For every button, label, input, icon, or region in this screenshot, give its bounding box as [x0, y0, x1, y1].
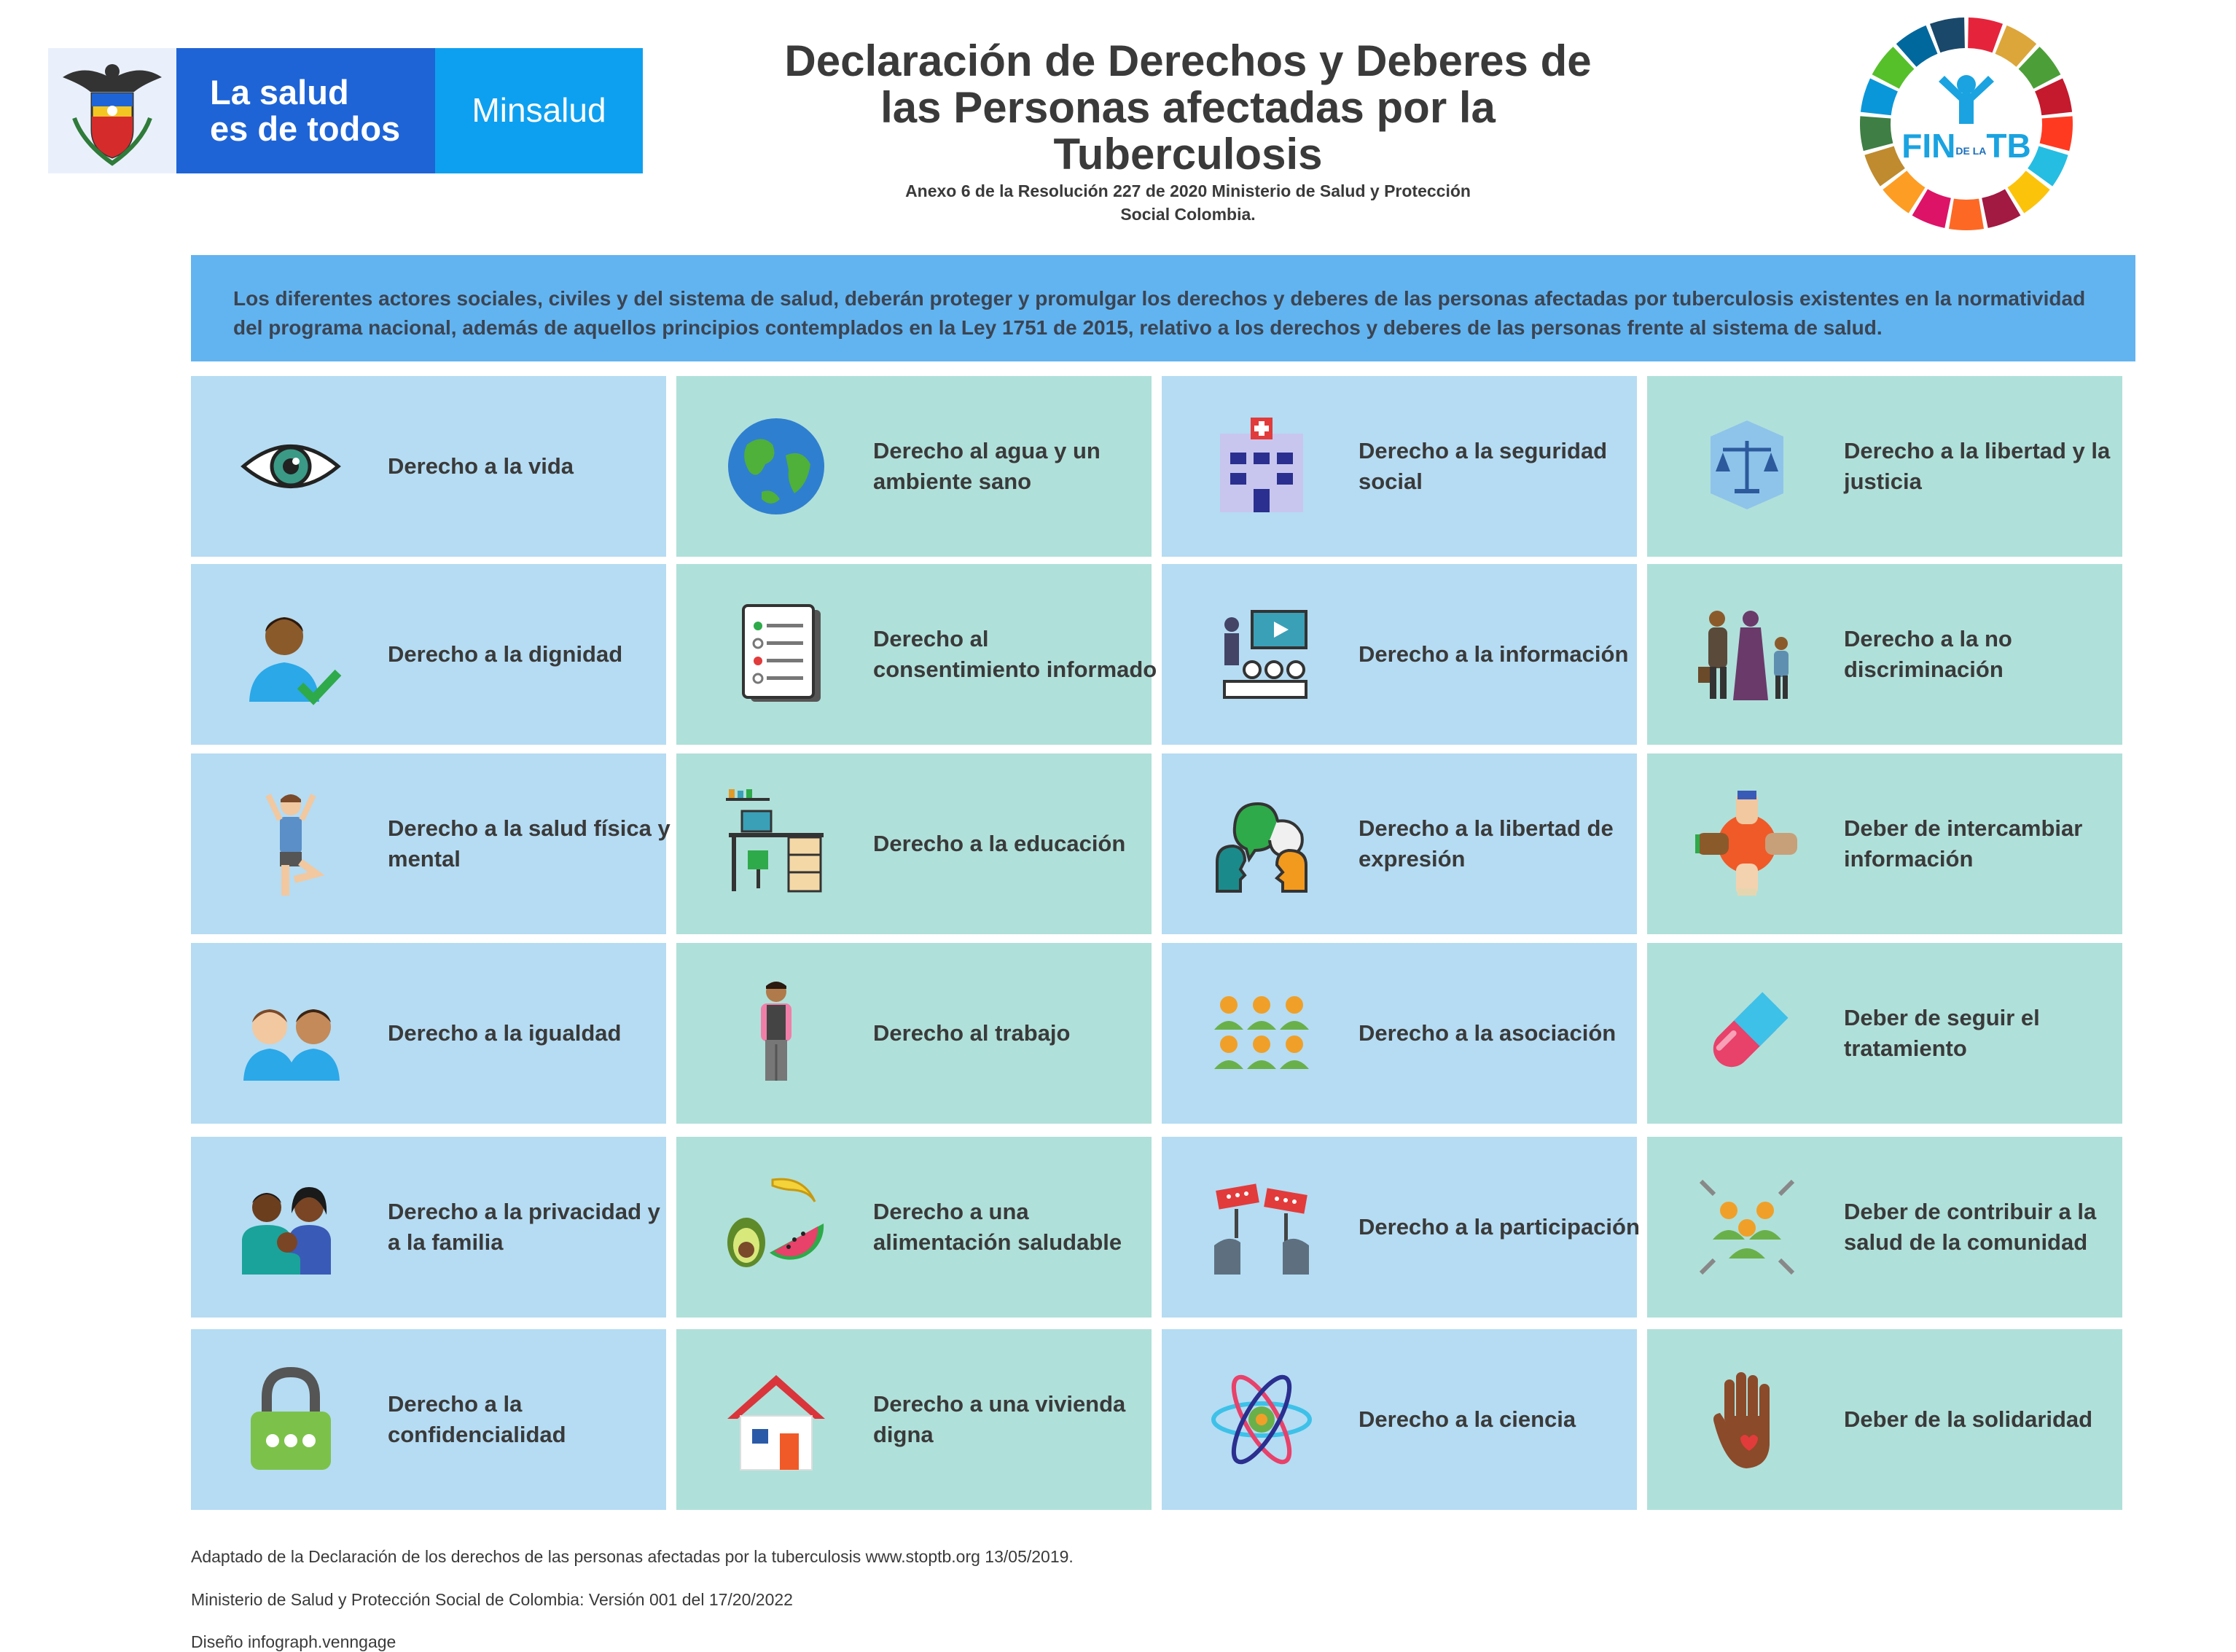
- intro-text: Los diferentes actores sociales, civiles y del sistema de salud, deberán proteger y promulgar los derechos y deberes de las personas afectadas por tuberculosis existentes en la normatividad del programa nacional, además de aquellos principios contemplados en la Ley 1751 de 2015, relativo a los derechos y deberes de las personas frente al sistema de salud.: [233, 287, 2086, 339]
- right-card-label: Derecho a la salud física y mental: [388, 815, 671, 872]
- right-card-label: Derecho a la participación: [1359, 1214, 1640, 1240]
- right-card: [676, 753, 1152, 934]
- ring-segment: [2040, 116, 2073, 151]
- right-card: [1647, 376, 2122, 557]
- pill-icon: [1692, 979, 1802, 1088]
- right-card: [1647, 943, 2122, 1124]
- presentation-icon: [1207, 600, 1316, 709]
- raised-hand-icon: [1692, 1365, 1802, 1474]
- right-card: [1647, 564, 2122, 745]
- colombia-coat-of-arms-icon: [48, 48, 176, 173]
- ring-segment: [1968, 17, 2003, 52]
- protest-signs-icon: [1207, 1173, 1316, 1282]
- globe-icon: [722, 412, 831, 521]
- right-card-label: Derecho a la asociación: [1359, 1020, 1617, 1046]
- person-check-icon: [236, 600, 345, 709]
- right-card: [676, 1137, 1152, 1318]
- page-title: Declaración de Derechos y Deberes de las Personas afectadas por la Tuberculosis: [784, 36, 1592, 179]
- right-card-label: Derecho al trabajo: [873, 1020, 1071, 1046]
- right-card-label: Derecho a la información: [1359, 641, 1629, 667]
- right-card: [676, 1329, 1152, 1510]
- right-card: [676, 943, 1152, 1124]
- right-card: [191, 753, 671, 934]
- house-icon: [722, 1365, 831, 1474]
- right-card: [1647, 753, 2122, 934]
- minsalud-logo: [48, 48, 643, 173]
- right-card-label: Derecho a la educación: [873, 831, 1126, 856]
- right-card: [1647, 1329, 2122, 1510]
- right-card: [191, 943, 666, 1124]
- right-card-label: Derecho a la seguridad social: [1359, 438, 1608, 494]
- checklist-icon: [722, 600, 831, 709]
- right-card-label: Deber de intercambiar información: [1844, 815, 2083, 872]
- page-subtitle: Anexo 6 de la Resolución 227 de 2020 Ministerio de Salud y Protección Social Colombia.: [905, 181, 1471, 224]
- right-card-label: Derecho a la no discriminación: [1844, 626, 2012, 682]
- right-card-label: Deber de contribuir a la salud de la comunidad: [1844, 1199, 2097, 1255]
- padlock-icon: [236, 1365, 345, 1474]
- right-card: [676, 376, 1152, 557]
- community-icon: [1692, 1173, 1802, 1282]
- right-card-label: Derecho a la dignidad: [388, 641, 623, 667]
- right-card: [191, 564, 666, 745]
- family-icon: [236, 1173, 345, 1282]
- right-card: [1162, 1137, 1640, 1318]
- footer-version: Ministerio de Salud y Protección Social de Colombia: Versión 001 del 17/20/2022: [191, 1590, 793, 1609]
- speech-heads-icon: [1207, 789, 1316, 899]
- yoga-icon: [236, 789, 345, 899]
- right-card-label: Derecho a una alimentación saludable: [873, 1199, 1122, 1255]
- right-card-label: Derecho a la vida: [388, 453, 574, 479]
- right-card: [1162, 564, 1637, 745]
- slogan-text: [210, 74, 400, 147]
- hands-together-icon: [1692, 789, 1802, 899]
- group-icon: [1207, 979, 1316, 1088]
- right-card: [191, 1329, 666, 1510]
- right-card-label: Derecho al agua y un ambiente sano: [873, 438, 1101, 494]
- right-card: [191, 376, 666, 557]
- two-people-icon: [236, 979, 345, 1088]
- right-card-label: Derecho a la ciencia: [1359, 1406, 1576, 1432]
- right-card-label: Derecho al consentimiento informado: [873, 626, 1157, 682]
- right-card-label: Derecho a la confidencialidad: [388, 1391, 566, 1447]
- eye-icon: [236, 412, 345, 521]
- fruit-icon: [722, 1173, 831, 1282]
- footer-design-credit: Diseño infograph.venngage: [191, 1632, 396, 1651]
- ring-segment: [1860, 116, 1893, 151]
- ring-segment: [1949, 199, 1984, 230]
- right-card-label: Derecho a una vivienda digna: [873, 1391, 1126, 1447]
- footer-source: Adaptado de la Declaración de los derechos de las personas afectadas por la tuberculosis www.stoptb.org 13/05/2019.: [191, 1547, 1074, 1566]
- right-card: [1162, 943, 1637, 1124]
- right-card: [1162, 1329, 1637, 1510]
- intro-banner: [191, 255, 2135, 361]
- slogan-line-2: es de todos: [210, 109, 401, 148]
- right-card-label: Derecho a la privacidad y a la familia: [388, 1199, 660, 1255]
- scales-icon: [1692, 412, 1802, 521]
- slogan-panel: [176, 48, 435, 173]
- right-card-label: Derecho a la libertad de expresión: [1359, 815, 1614, 872]
- right-card-label: Deber de seguir el tratamiento: [1844, 1005, 2040, 1061]
- brand-panel: [435, 48, 643, 173]
- desk-icon: [722, 789, 831, 899]
- brand-name: Minsalud: [472, 91, 606, 129]
- fin-de-la-tb-logo: [1857, 15, 2076, 233]
- right-card-label: Deber de la solidaridad: [1844, 1406, 2093, 1432]
- right-card-label: Derecho a la libertad y la justicia: [1844, 438, 2111, 494]
- ring-segment: [1930, 17, 1965, 52]
- right-card-label: Derecho a la igualdad: [388, 1020, 622, 1046]
- family-walking-icon: [1692, 600, 1802, 709]
- atom-icon: [1207, 1365, 1316, 1474]
- campaign-logo-text: FINDE LATB: [1901, 127, 2031, 165]
- right-card: [1162, 753, 1637, 934]
- right-card: [676, 564, 1157, 745]
- worker-icon: [722, 979, 831, 1088]
- right-card: [191, 1137, 666, 1318]
- hospital-icon: [1207, 412, 1316, 521]
- right-card: [1647, 1137, 2122, 1318]
- slogan-line-1: La salud: [210, 73, 349, 111]
- right-card: [1162, 376, 1637, 557]
